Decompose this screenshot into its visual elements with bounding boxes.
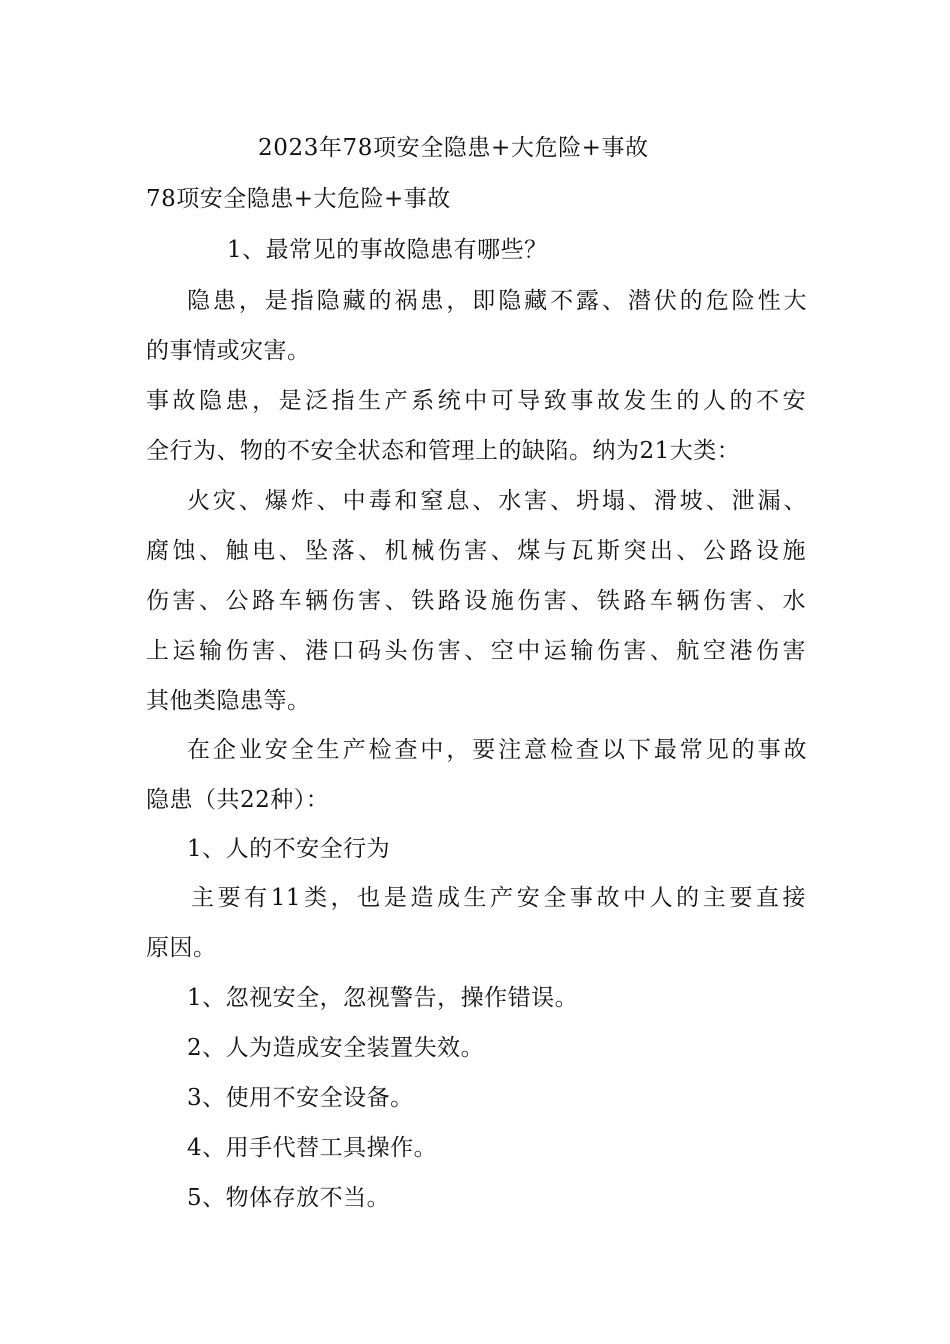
paragraph-line: 伤害、公路车辆伤害、铁路设施伤害、铁路车辆伤害、水 [146,588,806,614]
paragraph-line: 原因。 [146,935,217,961]
paragraph-line: 火灾、爆炸、中毒和窒息、水害、坍塌、滑坡、泄漏、 [187,488,807,514]
list-item: 3、使用不安全设备。 [187,1085,414,1111]
paragraph-line: 事故隐患，是泛指生产系统中可导致事故发生的人的不安 [146,388,806,414]
paragraph-line: 全行为、物的不安全状态和管理上的缺陷。纳为21大类： [146,438,741,464]
paragraph-line: 上运输伤害、港口码头伤害、空中运输伤害、航空港伤害 [146,638,806,664]
paragraph-line: 腐蚀、触电、坠落、机械伤害、煤与瓦斯突出、公路设施 [146,538,806,564]
paragraph-line: 主要有11类，也是造成生产安全事故中人的主要直接 [191,885,806,911]
document-title: 2023年78项安全隐患+大危险+事故 [258,135,649,161]
document-subtitle: 78项安全隐患+大危险+事故 [146,186,451,212]
list-item: 4、用手代替工具操作。 [187,1135,438,1161]
list-item: 2、人为造成安全装置失效。 [187,1035,485,1061]
paragraph-line: 的事情或灾害。 [146,338,311,364]
list-item: 5、物体存放不当。 [187,1185,391,1211]
paragraph-line: 隐患（共22种）： [146,787,330,813]
question-heading: 1、最常见的事故隐患有哪些？ [227,237,548,263]
paragraph-line: 在企业安全生产检查中，要注意检查以下最常见的事故 [187,737,807,763]
section-heading: 1、人的不安全行为 [187,836,391,862]
list-item: 1、忽视安全，忽视警告，操作错误。 [187,985,579,1011]
paragraph-line: 其他类隐患等。 [146,688,311,714]
paragraph-line: 隐患，是指隐藏的祸患，即隐藏不露、潜伏的危险性大 [187,288,807,314]
